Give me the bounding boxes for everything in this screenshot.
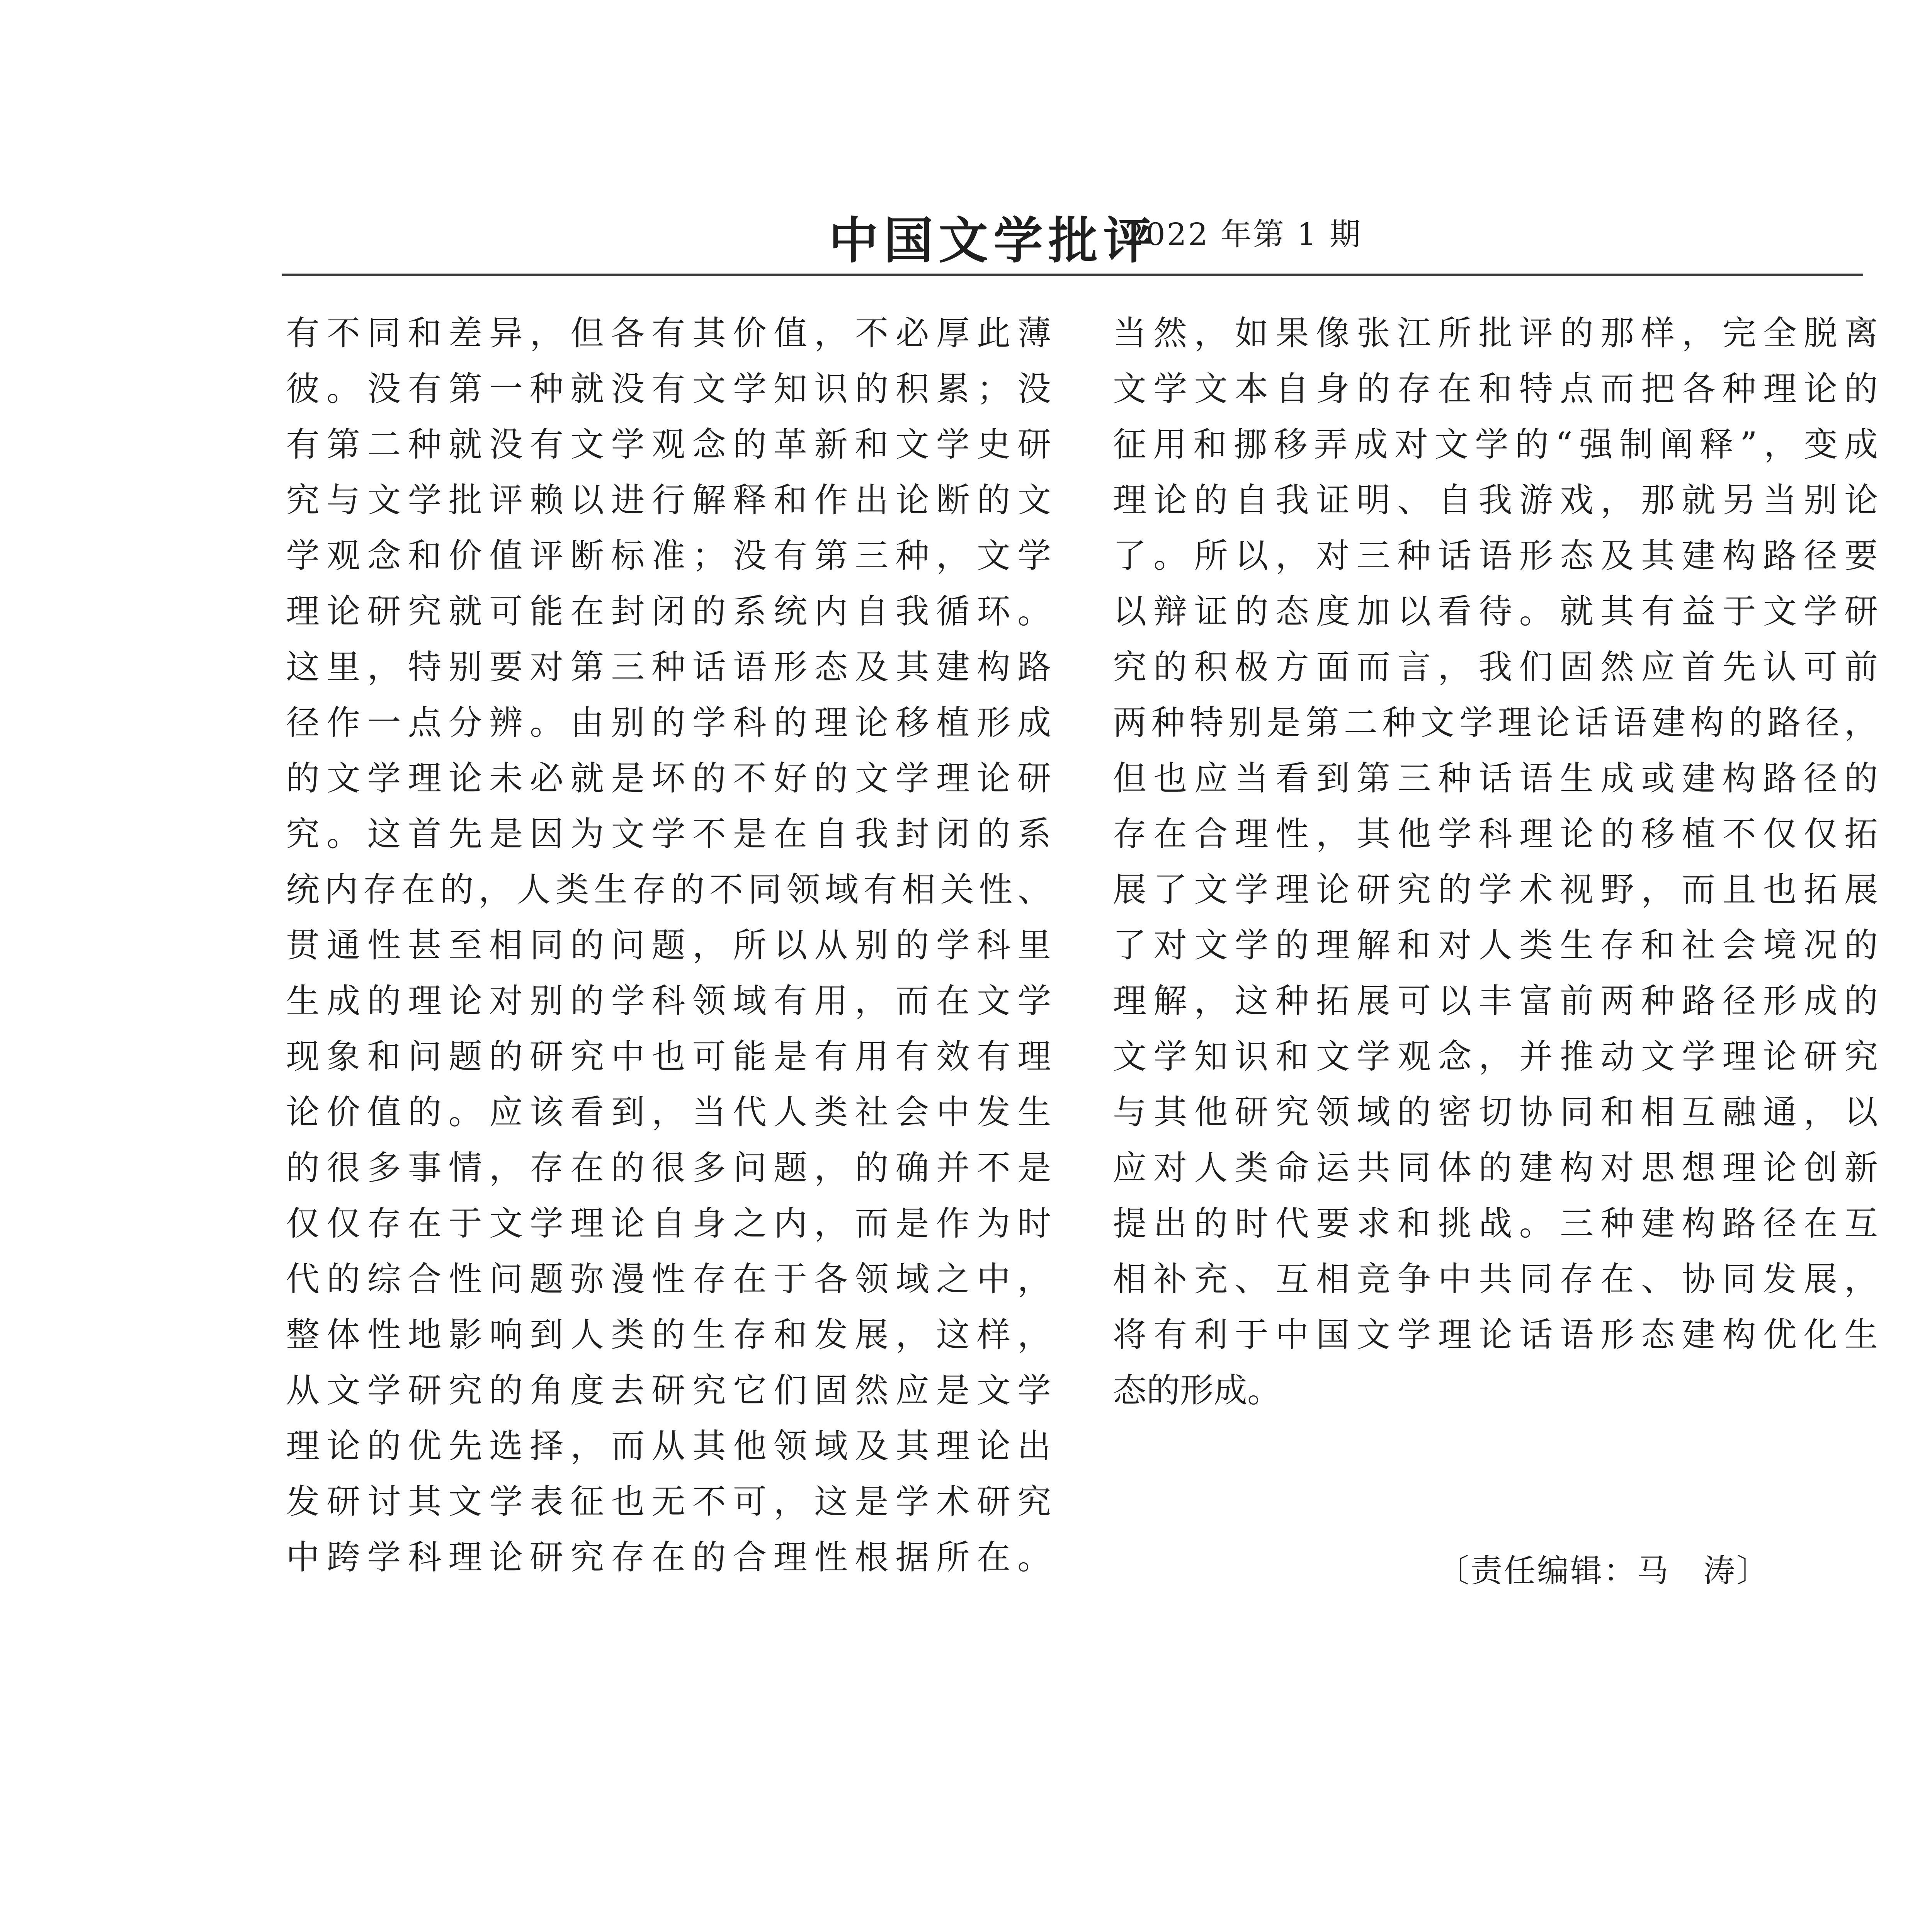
text-line: 论价值的。应该看到，当代人类社会中发生 [286, 1092, 1051, 1132]
text-line: 了。所以，对三种话语形态及其建构路径要 [1113, 536, 1878, 575]
text-line: 究。这首先是因为文学不是在自我封闭的系 [286, 814, 1051, 854]
text-line: 以辩证的态度加以看待。就其有益于文学研 [1113, 592, 1878, 631]
text-line: 贯通性甚至相同的问题，所以从别的学科里 [286, 925, 1051, 965]
text-line: 中跨学科理论研究存在的合理性根据所在。 [286, 1537, 1051, 1577]
text-line: 存在合理性，其他学科理论的移植不仅仅拓 [1113, 814, 1878, 854]
text-line: 文学文本自身的存在和特点而把各种理论的 [1113, 369, 1878, 408]
text-line: 的文学理论未必就是坏的不好的文学理论研 [286, 759, 1051, 798]
text-line: 这里，特别要对第三种话语形态及其建构路 [286, 647, 1051, 687]
text-line: 态的形成。 [1113, 1371, 1281, 1410]
text-line: 将有利于中国文学理论话语形态建构优化生 [1113, 1315, 1878, 1354]
text-line: 发研讨其文学表征也无不可，这是学术研究 [286, 1482, 1051, 1521]
editor-note: 〔责任编辑：马 涛〕 [1437, 1553, 1770, 1589]
text-line: 了对文学的理解和对人类生存和社会境况的 [1113, 925, 1878, 965]
header-rule [282, 274, 1863, 276]
text-line: 从文学研究的角度去研究它们固然应是文学 [286, 1371, 1051, 1410]
text-line: 现象和问题的研究中也可能是有用有效有理 [286, 1037, 1051, 1076]
text-line: 提出的时代要求和挑战。三种建构路径在互 [1113, 1204, 1878, 1243]
text-line: 当然，如果像张江所批评的那样，完全脱离 [1113, 313, 1878, 353]
text-line: 整体性地影响到人类的生存和发展，这样， [286, 1315, 1051, 1354]
text-line: 应对人类命运共同体的建构对思想理论创新 [1113, 1148, 1878, 1187]
text-line: 有第二种就没有文学观念的革新和文学史研 [286, 425, 1051, 464]
text-line: 征用和挪移弄成对文学的“强制阐释”，变成 [1113, 425, 1878, 464]
text-line: 与其他研究领域的密切协同和相互融通，以 [1113, 1092, 1878, 1132]
text-line: 仅仅存在于文学理论自身之内，而是作为时 [286, 1204, 1051, 1243]
text-line: 理解，这种拓展可以丰富前两种路径形成的 [1113, 981, 1878, 1020]
text-line: 代的综合性问题弥漫性存在于各领域之中， [286, 1259, 1051, 1299]
text-line: 学观念和价值评断标准；没有第三种，文学 [286, 536, 1051, 575]
running-header [270, 201, 1874, 274]
left-column [286, 305, 1051, 1585]
text-line: 彼。没有第一种就没有文学知识的积累；没 [286, 369, 1051, 408]
issue-label: 2022 年第 1 期 [1124, 216, 1362, 252]
text-line: 两种特别是第二种文学理论话语建构的路径， [1113, 703, 1878, 742]
text-line: 理论的优先选择，而从其他领域及其理论出 [286, 1426, 1051, 1466]
text-line: 有不同和差异，但各有其价值，不必厚此薄 [286, 313, 1051, 353]
text-line: 究与文学批评赖以进行解释和作出论断的文 [286, 480, 1051, 520]
text-line: 径作一点分辨。由别的学科的理论移植形成 [286, 703, 1051, 742]
text-line: 究的积极方面而言，我们固然应首先认可前 [1113, 647, 1878, 687]
text-line: 统内存在的，人类生存的不同领域有相关性、 [286, 870, 1051, 909]
text-line: 文学知识和文学观念，并推动文学理论研究 [1113, 1037, 1878, 1076]
text-line: 相补充、互相竞争中共同存在、协同发展， [1113, 1259, 1878, 1299]
text-line: 的很多事情，存在的很多问题，的确并不是 [286, 1148, 1051, 1187]
text-line: 理论的自我证明、自我游戏，那就另当别论 [1113, 480, 1878, 520]
text-line: 展了文学理论研究的学术视野，而且也拓展 [1113, 870, 1878, 909]
text-line: 但也应当看到第三种话语生成或建构路径的 [1113, 759, 1878, 798]
journal-title: 中国文学批评 [829, 212, 1158, 270]
right-column [1113, 305, 1878, 1418]
text-line: 理论研究就可能在封闭的系统内自我循环。 [286, 592, 1051, 631]
text-line: 生成的理论对别的学科领域有用，而在文学 [286, 981, 1051, 1020]
